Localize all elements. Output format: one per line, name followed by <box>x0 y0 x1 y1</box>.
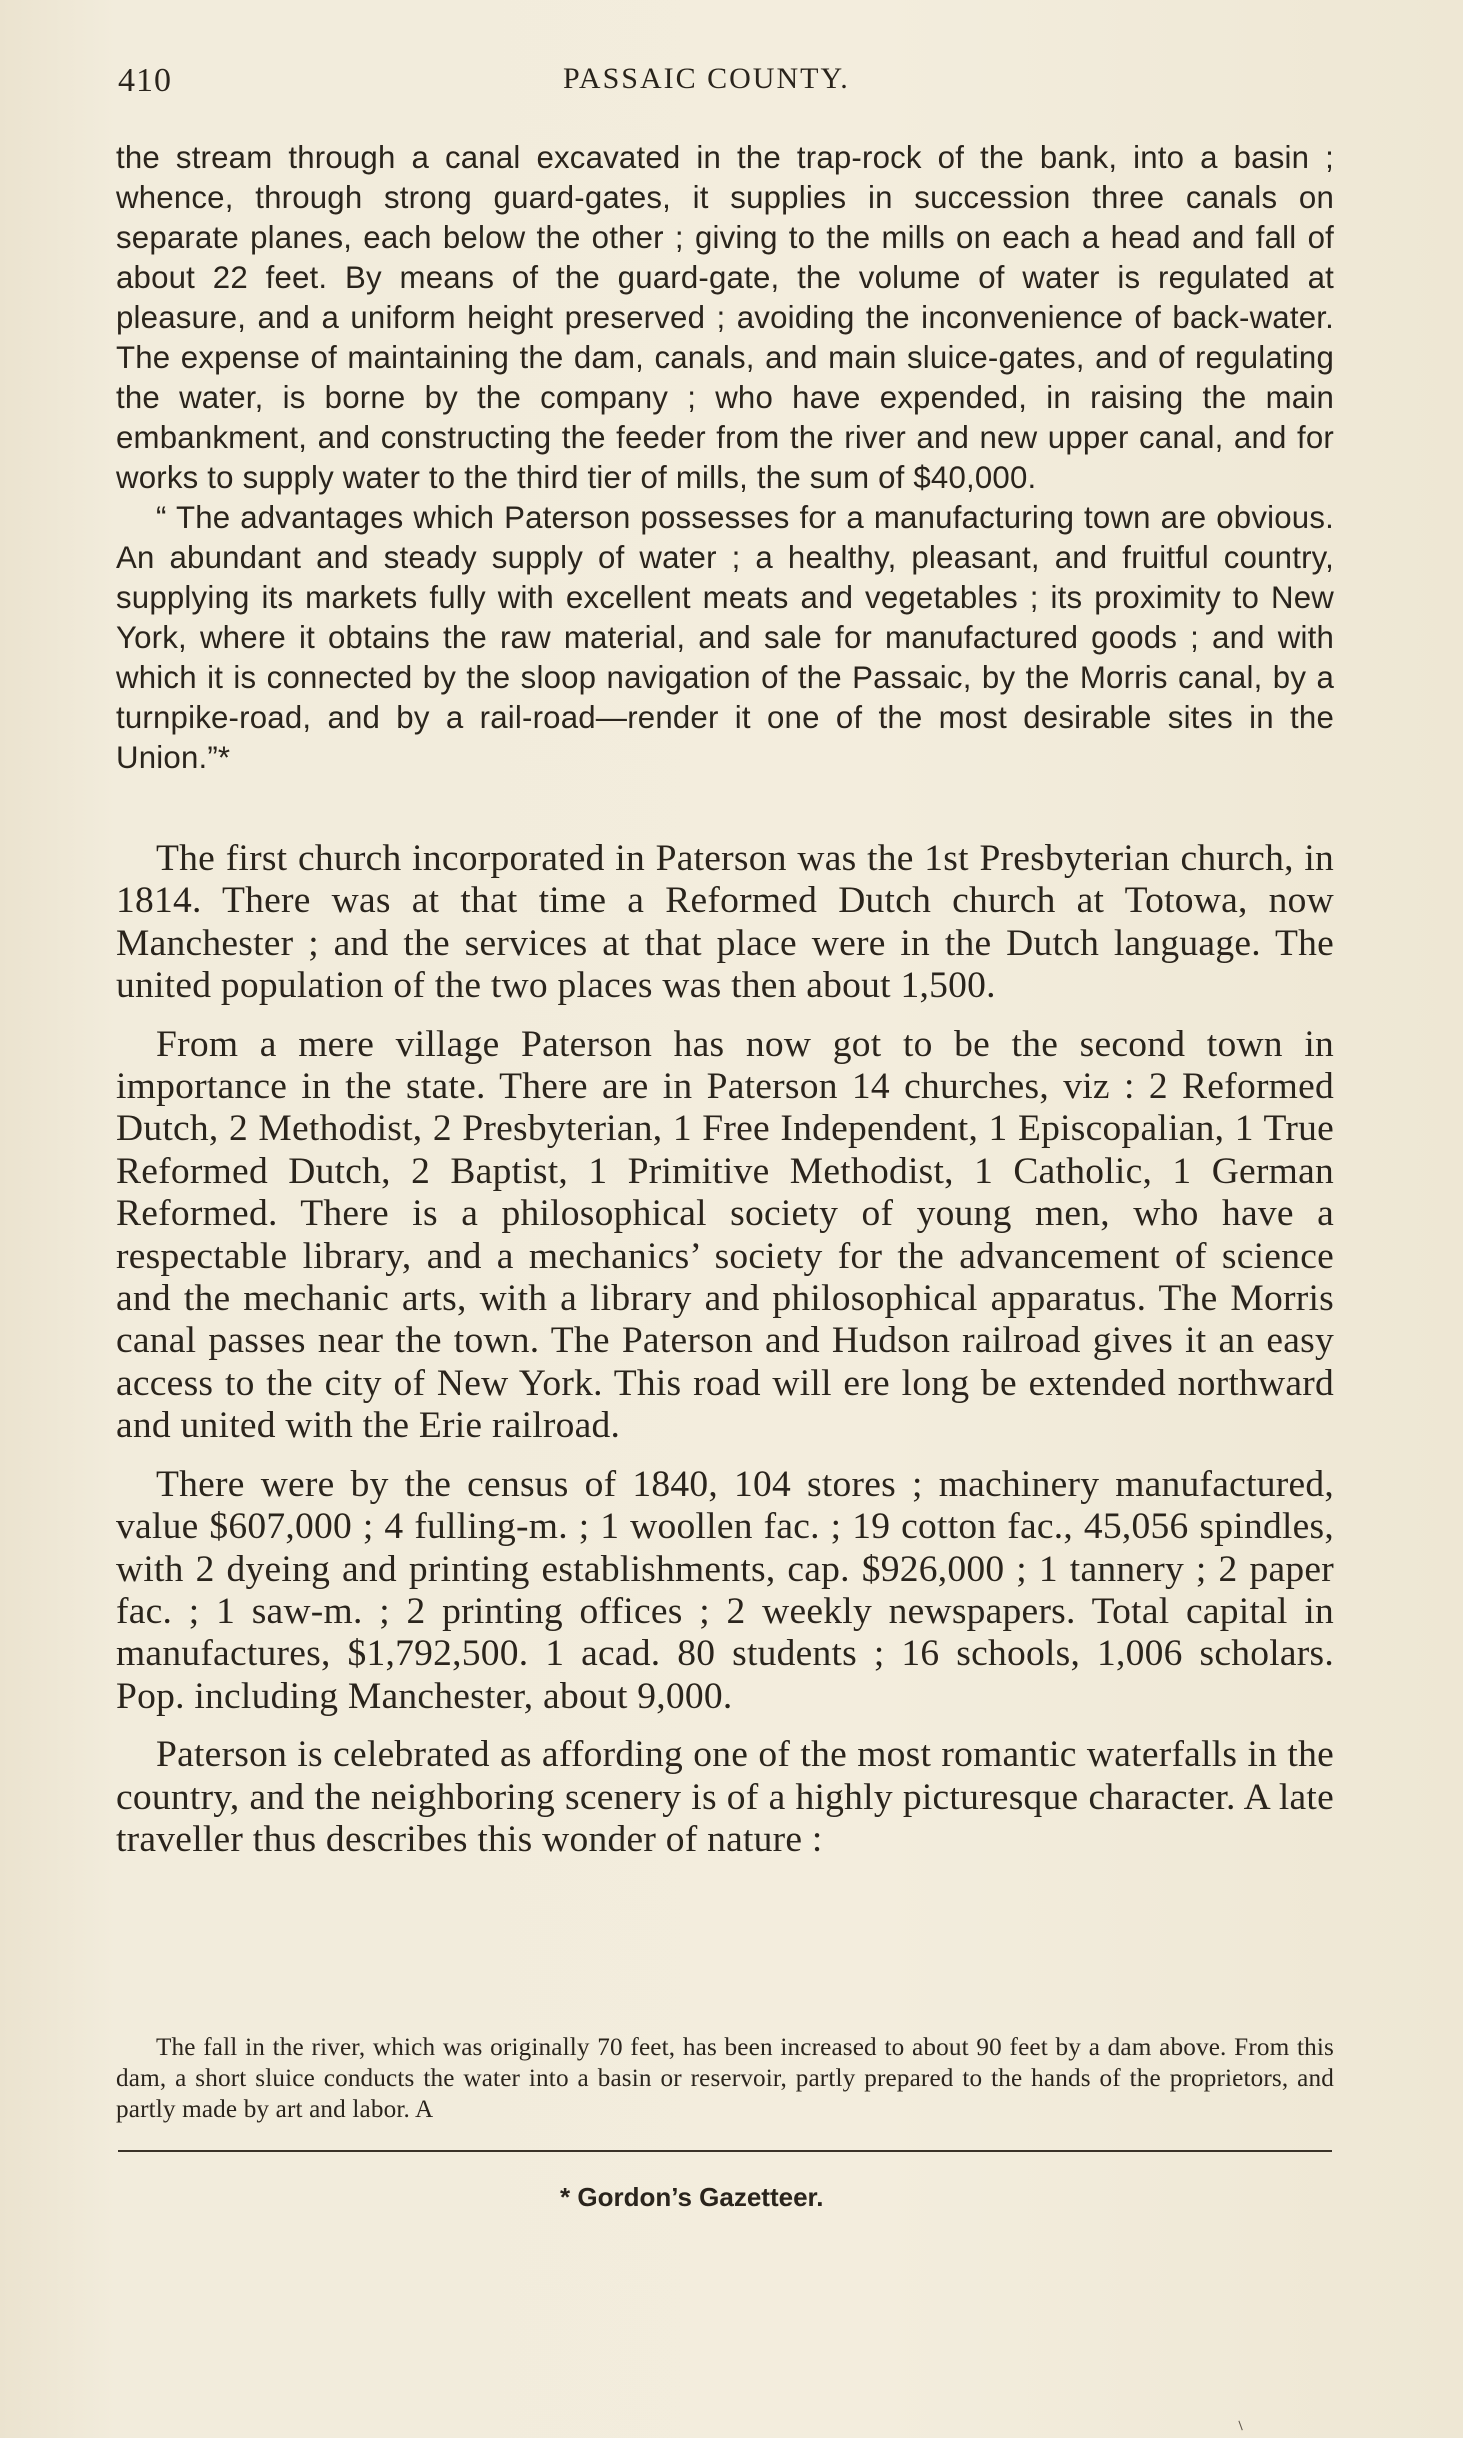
body-paragraph-first-church: The first church incorporated in Paterson was the 1st Presbyterian church, in 1814. There was at that time a Reformed Dutch church at Totowa, now Manchester ; and the services at that place were in the Dutch language. The united population of the two places was then about 1,500. <box>116 838 1334 1007</box>
page-header <box>118 62 1328 102</box>
gazetteer-paragraph-canal: the stream through a canal excavated in the trap-rock of the bank, into a basin ; whence, through strong guard-gates, it supplies in succession three canals on separate planes, each below the other ; giving to the mills on each a head and fall of about 22 feet. By means of the guard-gate, the volume of water is regulated at pleasure, and a uniform height preserved ; avoiding the inconvenience of back-water. The expense of maintaining the dam, canals, and main sluice-gates, and of regulating the water, is borne by the company ; who have expended, in raising the main embankment, and constructing the feeder from the river and new upper canal, and for works to supply water to the third tier of mills, the sum of $40,000. <box>116 140 1334 495</box>
gazetteer-paragraph-advantages: “ The advantages which Paterson possesses for a manufacturing town are obvious. An abundant and steady supply of water ; a healthy, pleasant, and fruitful country, supplying its markets fully with excellent meats and vegetables ; its proximity to New York, where it obtains the raw material, and sale for manufactured goods ; and with which it is connected by the sloop navigation of the Passaic, by the Morris canal, by a turnpike-road, and by a rail-road—render it one of the most desirable sites in the Union.”* <box>116 500 1334 775</box>
traveller-extract-text: The fall in the river, which was originally 70 feet, has been increased to about 90 feet by a dam above. From this dam, a short sluice conducts the water into a basin or reservoir, partly prepared to the hands of the proprietors, and partly made by art and labor. A <box>116 2034 1334 2123</box>
page-number: 410 <box>118 62 172 99</box>
body-paragraph-churches: From a mere village Paterson has now got to be the second town in importance in the state. There are in Paterson 14 churches, viz : 2 Reformed Dutch, 2 Methodist, 2 Presbyterian, 1 Free Independent, 1 Episcopalian, 1 True Reformed Dutch, 2 Baptist, 1 Primitive Methodist, 1 Catholic, 1 German Reformed. There is a philosophical society of young men, who have a respectable library, and a mechanics’ society for the advancement of science and the mechanic arts, with a library and philosophical apparatus. The Morris canal passes near the town. The Paterson and Hudson railroad gives it an easy access to the city of New York. This road will ere long be extended northward and united with the Erie railroad. <box>116 1023 1334 1447</box>
traveller-extract <box>116 2032 1334 2125</box>
body-paragraph-waterfalls: Paterson is celebrated as affording one of the most romantic waterfalls in the country, and the neighboring scenery is of a highly picturesque character. A late traveller thus describes this wonder of nature : <box>116 1734 1334 1860</box>
footnote-divider <box>118 2150 1332 2152</box>
main-body-text <box>116 838 1334 1861</box>
page-mark <box>1238 2420 1245 2431</box>
body-paragraph-census: There were by the census of 1840, 104 stores ; machinery manufactured, value $607,000 ; 4 fulling-m. ; 1 woollen fac. ; 19 cotton fac., 45,056 spindles, with 2 dyeing and printing establishments, cap. $926,000 ; 1 tannery ; 2 paper fac. ; 1 saw-m. ; 2 printing offices ; 2 weekly newspapers. Total capital in manufactures, $1,792,500. 1 acad. 80 students ; 16 schools, 1,006 scholars. Pop. including Manchester, about 9,000. <box>116 1463 1334 1717</box>
footnote: * Gordon’s Gazetteer. <box>560 2182 824 2212</box>
running-head: PASSAIC COUNTY. <box>563 62 850 95</box>
quoted-gazetteer-text <box>116 138 1334 778</box>
